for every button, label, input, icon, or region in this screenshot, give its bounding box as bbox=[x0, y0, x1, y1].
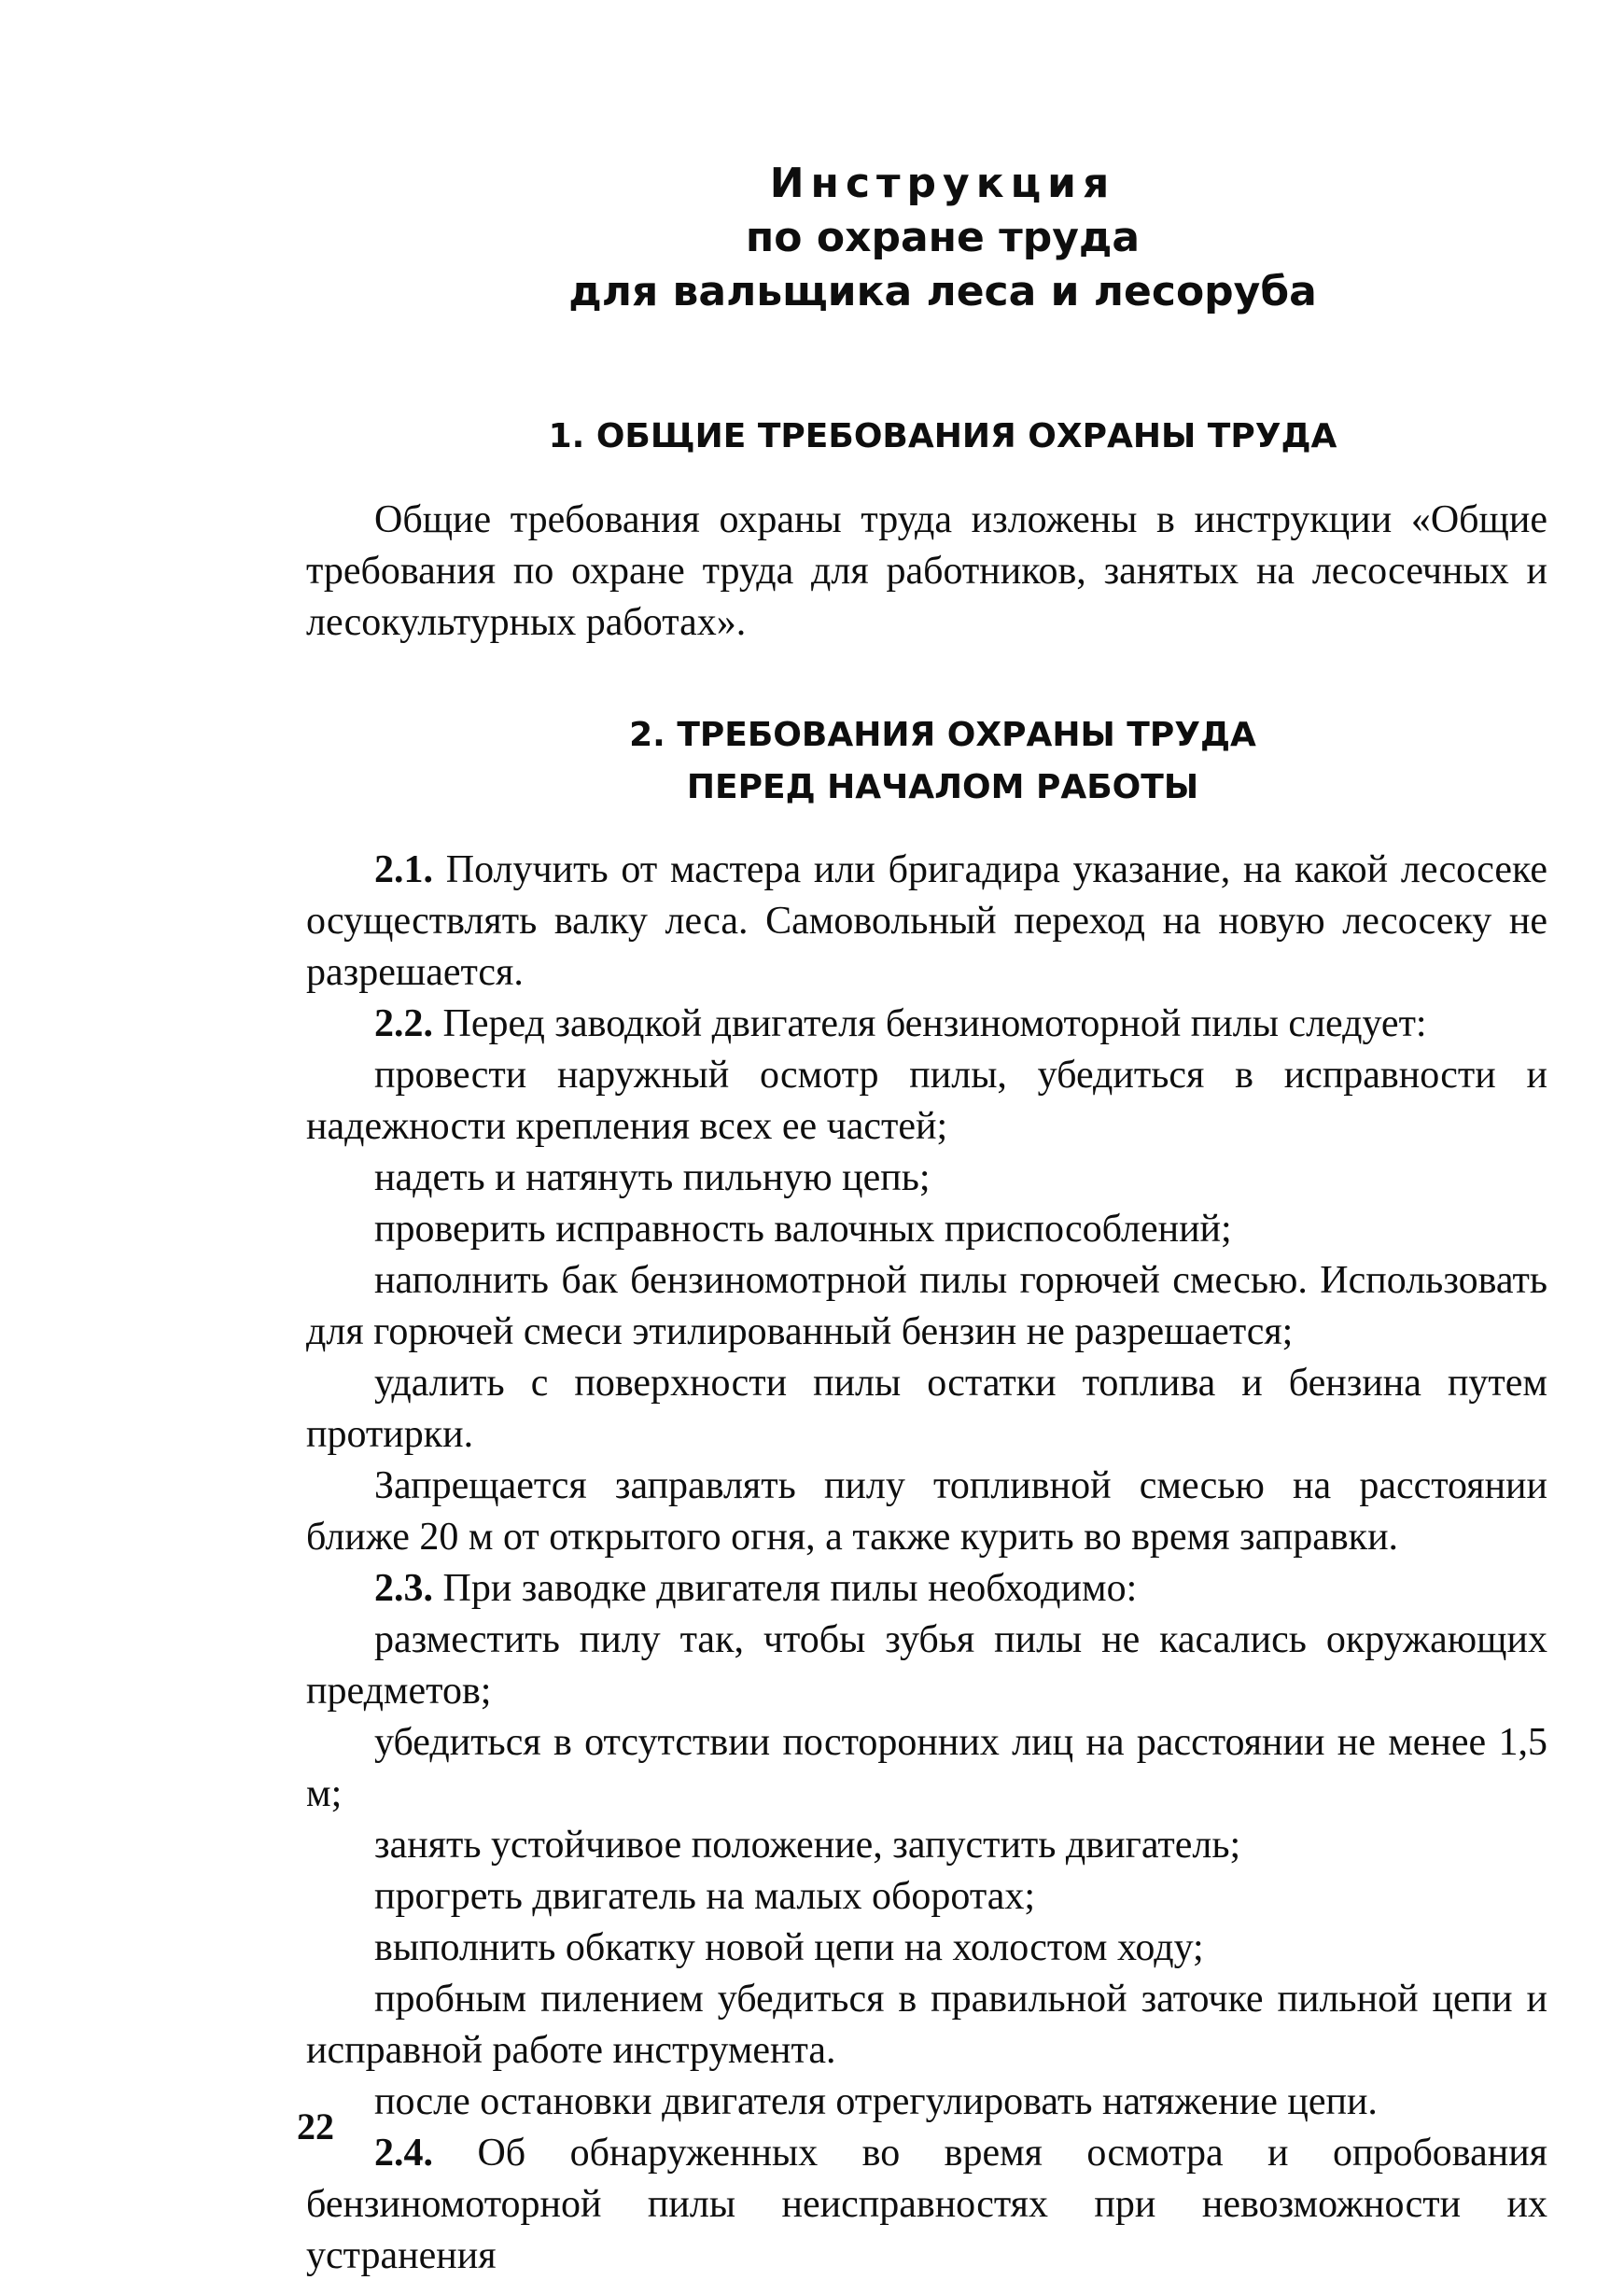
list-item: прогреть двигатель на малых оборотах; bbox=[374, 1875, 1036, 1918]
clause-number: 2.3. bbox=[374, 1567, 433, 1610]
list-item: Запрещается заправлять пилу топливной смесью на расстоянии ближе 20 м от открытого огня, а также курить во время заправки. bbox=[306, 1464, 1547, 1559]
clause-text: Перед заводкой двигателя бензиномоторной пилы следует: bbox=[442, 1002, 1427, 1045]
section-2-heading-line-1: 2. ТРЕБОВАНИЯ ОХРАНЫ ТРУДА bbox=[629, 716, 1256, 754]
clause-number: 2.2. bbox=[374, 1002, 433, 1045]
clause-2-4 bbox=[306, 2128, 1547, 2282]
clause-text: Получить от мастера или бригадира указание, на какой лесосеке осуществлять валку леса. Самовольный переход на новую лесосеку не разрешается. bbox=[306, 848, 1547, 994]
section-1-paragraph: Общие требования охраны труда изложены в инструкции «Общие требования по охране труда для работников, занятых на лесосечных и лесокультурных работах». bbox=[306, 498, 1547, 644]
document-title bbox=[373, 157, 1512, 319]
clause-number: 2.1. bbox=[374, 848, 433, 891]
section-2-heading-line-2: ПЕРЕД НАЧАЛОМ РАБОТЫ bbox=[686, 768, 1199, 806]
list-item: проверить исправность валочных приспособлений; bbox=[374, 1208, 1232, 1251]
title-line-1: Инструкция bbox=[769, 160, 1116, 207]
title-line-3: для вальщика леса и лесоруба bbox=[568, 268, 1317, 315]
clause-2-3 bbox=[306, 1563, 1547, 1615]
clause-2-2 bbox=[306, 999, 1547, 1050]
list-item: выполнить обкатку новой цепи на холостом ходу; bbox=[374, 1926, 1204, 1969]
section-1-body bbox=[306, 495, 1547, 649]
clause-number: 2.4. bbox=[374, 2132, 433, 2175]
page-number: 22 bbox=[297, 2105, 334, 2147]
clause-2-1 bbox=[306, 845, 1547, 999]
list-item: убедиться в отсутствии посторонних лиц на расстоянии не менее 1,5 м; bbox=[306, 1721, 1547, 1815]
list-item: наполнить бак бензиномотрной пилы горючей смесью. Использовать для горючей смеси этилированный бензин не разрешается; bbox=[306, 1259, 1547, 1353]
list-item: удалить с поверхности пилы остатки топлива и бензина путем протирки. bbox=[306, 1362, 1547, 1456]
section-2-heading bbox=[308, 709, 1577, 814]
list-item: занять устойчивое положение, запустить двигатель; bbox=[374, 1824, 1241, 1867]
clause-text: Об обнаруженных во время осмотра и опробования бензиномоторной пилы неисправностях при невозможности их устранения bbox=[306, 2132, 1548, 2277]
list-item: надеть и натянуть пильную цепь; bbox=[374, 1156, 931, 1199]
list-item: разместить пилу так, чтобы зубья пилы не касались окружающих предметов; bbox=[306, 1618, 1547, 1713]
clause-text: При заводке двигателя пилы необходимо: bbox=[442, 1567, 1138, 1610]
title-line-2: по охране труда bbox=[745, 214, 1141, 261]
section-1-heading: 1. ОБЩИЕ ТРЕБОВАНИЯ ОХРАНЫ ТРУДА bbox=[548, 417, 1337, 455]
section-2-body bbox=[306, 845, 1547, 2282]
list-item: пробным пилением убедиться в правильной заточке пильной цепи и исправной работе инструмента. bbox=[306, 1978, 1547, 2072]
list-item: после остановки двигателя отрегулировать натяжение цепи. bbox=[374, 2080, 1378, 2123]
list-item: провести наружный осмотр пилы, убедиться в исправности и надежности крепления всех ее частей; bbox=[306, 1054, 1547, 1148]
